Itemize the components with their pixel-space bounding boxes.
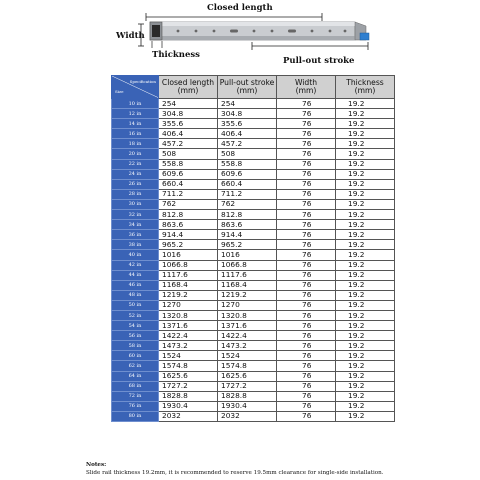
size-cell: 42 in [112,260,159,270]
closed-length-cell: 762 [159,199,218,209]
thickness-cell: 19.2 [336,169,395,179]
table-row [112,341,395,351]
table-row [112,391,395,401]
pullout-stroke-cell: 2032 [218,411,277,421]
table-row [112,331,395,341]
width-cell: 76 [277,321,336,331]
thickness-cell: 19.2 [336,411,395,421]
width-cell: 76 [277,411,336,421]
pullout-stroke-cell: 355.6 [218,119,277,129]
thickness-cell: 19.2 [336,250,395,260]
table-body [112,99,395,422]
size-cell: 68 in [112,381,159,391]
width-cell: 76 [277,381,336,391]
width-cell: 76 [277,179,336,189]
closed-length-cell: 1219.2 [159,290,218,300]
thickness-cell: 19.2 [336,260,395,270]
notes-title: Notes: [86,462,107,468]
pullout-stroke-cell: 1930.4 [218,401,277,411]
table-row [112,260,395,270]
table-row [112,109,395,119]
closed-length-cell: 1625.6 [159,371,218,381]
closed-length-cell: 558.8 [159,159,218,169]
pullout-stroke-cell: 660.4 [218,179,277,189]
pullout-stroke-cell: 1574.8 [218,361,277,371]
thickness-cell: 19.2 [336,230,395,240]
width-cell: 76 [277,290,336,300]
corner-specification-label: Specification [129,79,156,84]
closed-length-cell: 965.2 [159,240,218,250]
table-row [112,179,395,189]
width-cell: 76 [277,230,336,240]
width-cell: 76 [277,300,336,310]
closed-length-cell: 508 [159,149,218,159]
table-header-row [112,76,395,99]
width-cell: 76 [277,270,336,280]
table-row [112,321,395,331]
closed-length-cell: 1574.8 [159,361,218,371]
size-cell: 48 in [112,290,159,300]
closed-length-cell: 304.8 [159,109,218,119]
table-row [112,250,395,260]
closed-length-cell: 2032 [159,411,218,421]
notes-text: Slide rail thickness 19.2mm, it is recommended to reserve 19.5mm clearance for single-side installation. [86,470,384,476]
pullout-stroke-cell: 406.4 [218,129,277,139]
size-cell: 76 in [112,401,159,411]
thickness-cell: 19.2 [336,210,395,220]
size-cell: 26 in [112,179,159,189]
slide-rail-diagram [0,0,480,74]
width-cell: 76 [277,99,336,109]
header-closed-length: Closed length (mm) [159,76,218,99]
pullout-stroke-cell: 1473.2 [218,341,277,351]
closed-length-cell: 1320.8 [159,310,218,320]
pullout-stroke-cell: 1727.2 [218,381,277,391]
closed-length-cell: 406.4 [159,129,218,139]
thickness-cell: 19.2 [336,381,395,391]
width-cell: 76 [277,119,336,129]
size-cell: 18 in [112,139,159,149]
corner-size-label: Size [115,88,124,94]
thickness-cell: 19.2 [336,300,395,310]
thickness-cell: 19.2 [336,189,395,199]
thickness-cell: 19.2 [336,401,395,411]
thickness-cell: 19.2 [336,220,395,230]
thickness-cell: 19.2 [336,371,395,381]
header-width: Width (mm) [277,76,336,99]
size-cell: 20 in [112,149,159,159]
closed-length-cell: 1727.2 [159,381,218,391]
blue-release-tab [360,33,369,40]
pullout-stroke-cell: 965.2 [218,240,277,250]
thickness-cell: 19.2 [336,391,395,401]
pullout-stroke-cell: 1219.2 [218,290,277,300]
size-cell: 14 in [112,119,159,129]
pullout-stroke-cell: 1524 [218,351,277,361]
pullout-stroke-cell: 1422.4 [218,331,277,341]
closed-length-cell: 1422.4 [159,331,218,341]
table-row [112,159,395,169]
width-cell: 76 [277,391,336,401]
table-row [112,99,395,109]
size-cell: 64 in [112,371,159,381]
closed-length-cell: 1371.6 [159,321,218,331]
thickness-cell: 19.2 [336,361,395,371]
closed-length-cell: 609.6 [159,169,218,179]
table-row [112,280,395,290]
table-row [112,361,395,371]
size-cell: 62 in [112,361,159,371]
thickness-cell: 19.2 [336,331,395,341]
table-row [112,189,395,199]
size-cell: 16 in [112,129,159,139]
size-cell: 52 in [112,310,159,320]
pullout-stroke-cell: 1828.8 [218,391,277,401]
header-pullout-stroke: Pull-out stroke (mm) [218,76,277,99]
closed-length-cell: 1930.4 [159,401,218,411]
width-cell: 76 [277,210,336,220]
pullout-stroke-cell: 1066.8 [218,260,277,270]
thickness-cell: 19.2 [336,321,395,331]
width-cell: 76 [277,351,336,361]
size-cell: 28 in [112,189,159,199]
closed-length-cell: 1066.8 [159,260,218,270]
thickness-cell: 19.2 [336,310,395,320]
table-row [112,210,395,220]
width-cell: 76 [277,189,336,199]
size-cell: 40 in [112,250,159,260]
width-cell: 76 [277,371,336,381]
thickness-cell: 19.2 [336,351,395,361]
table-row [112,351,395,361]
thickness-cell: 19.2 [336,149,395,159]
size-cell: 56 in [112,331,159,341]
size-cell: 58 in [112,341,159,351]
closed-length-cell: 254 [159,99,218,109]
closed-length-cell: 1270 [159,300,218,310]
width-cell: 76 [277,159,336,169]
pullout-stroke-cell: 558.8 [218,159,277,169]
pullout-stroke-cell: 1016 [218,250,277,260]
thickness-cell: 19.2 [336,99,395,109]
size-cell: 38 in [112,240,159,250]
width-cell: 76 [277,199,336,209]
width-cell: 76 [277,250,336,260]
header-thickness: Thickness (mm) [336,76,395,99]
table-row [112,149,395,159]
width-cell: 76 [277,129,336,139]
width-cell: 76 [277,331,336,341]
size-cell: 60 in [112,351,159,361]
width-label: Width [116,31,145,41]
pullout-stroke-cell: 609.6 [218,169,277,179]
closed-length-cell: 1117.6 [159,270,218,280]
size-cell: 22 in [112,159,159,169]
width-cell: 76 [277,280,336,290]
width-cell: 76 [277,361,336,371]
table-row [112,199,395,209]
table-row [112,300,395,310]
closed-length-cell: 812.8 [159,210,218,220]
pullout-stroke-cell: 508 [218,149,277,159]
closed-length-cell: 1473.2 [159,341,218,351]
thickness-cell: 19.2 [336,341,395,351]
pullout-stroke-cell: 254 [218,99,277,109]
thickness-cell: 19.2 [336,290,395,300]
table-row [112,139,395,149]
spec-table [111,75,395,422]
size-cell: 46 in [112,280,159,290]
width-cell: 76 [277,169,336,179]
pullout-stroke-cell: 1371.6 [218,321,277,331]
size-cell: 30 in [112,199,159,209]
thickness-cell: 19.2 [336,240,395,250]
pullout-stroke-cell: 1168.4 [218,280,277,290]
table-row [112,220,395,230]
closed-length-cell: 355.6 [159,119,218,129]
size-cell: 10 in [112,99,159,109]
thickness-cell: 19.2 [336,199,395,209]
pullout-stroke-cell: 1270 [218,300,277,310]
pullout-stroke-cell: 711.2 [218,189,277,199]
thickness-label: Thickness [152,50,200,60]
width-cell: 76 [277,220,336,230]
closed-length-cell: 1016 [159,250,218,260]
pullout-stroke-cell: 914.4 [218,230,277,240]
table-row [112,129,395,139]
size-cell: 80 in [112,411,159,421]
size-cell: 24 in [112,169,159,179]
width-cell: 76 [277,240,336,250]
table-row [112,411,395,421]
table-row [112,119,395,129]
table-row [112,240,395,250]
thickness-cell: 19.2 [336,109,395,119]
closed-length-cell: 914.4 [159,230,218,240]
size-cell: 12 in [112,109,159,119]
pullout-stroke-cell: 1117.6 [218,270,277,280]
table-row [112,270,395,280]
thickness-cell: 19.2 [336,129,395,139]
thickness-cell: 19.2 [336,159,395,169]
size-cell: 32 in [112,210,159,220]
thickness-cell: 19.2 [336,119,395,129]
width-cell: 76 [277,260,336,270]
pullout-stroke-cell: 762 [218,199,277,209]
table-row [112,401,395,411]
size-cell: 50 in [112,300,159,310]
table-row [112,371,395,381]
table-row [112,381,395,391]
closed-length-cell: 711.2 [159,189,218,199]
pullout-stroke-cell: 457.2 [218,139,277,149]
table-row [112,310,395,320]
closed-length-cell: 863.6 [159,220,218,230]
thickness-cell: 19.2 [336,139,395,149]
slide-rail-image [150,22,369,40]
pullout-stroke-label: Pull-out stroke [283,56,355,66]
width-cell: 76 [277,109,336,119]
pullout-stroke-cell: 1625.6 [218,371,277,381]
thickness-cell: 19.2 [336,280,395,290]
thickness-cell: 19.2 [336,179,395,189]
width-cell: 76 [277,149,336,159]
table-row [112,169,395,179]
pullout-stroke-cell: 812.8 [218,210,277,220]
closed-length-cell: 1524 [159,351,218,361]
closed-length-cell: 457.2 [159,139,218,149]
size-cell: 44 in [112,270,159,280]
pullout-stroke-cell: 304.8 [218,109,277,119]
width-cell: 76 [277,401,336,411]
size-cell: 72 in [112,391,159,401]
table-row [112,290,395,300]
size-cell: 34 in [112,220,159,230]
thickness-cell: 19.2 [336,270,395,280]
width-cell: 76 [277,139,336,149]
size-cell: 54 in [112,321,159,331]
closed-length-label: Closed length [207,3,273,13]
pullout-stroke-cell: 1320.8 [218,310,277,320]
width-cell: 76 [277,310,336,320]
closed-length-cell: 1168.4 [159,280,218,290]
header-corner-cell [112,76,159,99]
notes-section [86,461,384,477]
closed-length-cell: 1828.8 [159,391,218,401]
width-cell: 76 [277,341,336,351]
table-row [112,230,395,240]
size-cell: 36 in [112,230,159,240]
closed-length-cell: 660.4 [159,179,218,189]
pullout-stroke-cell: 863.6 [218,220,277,230]
